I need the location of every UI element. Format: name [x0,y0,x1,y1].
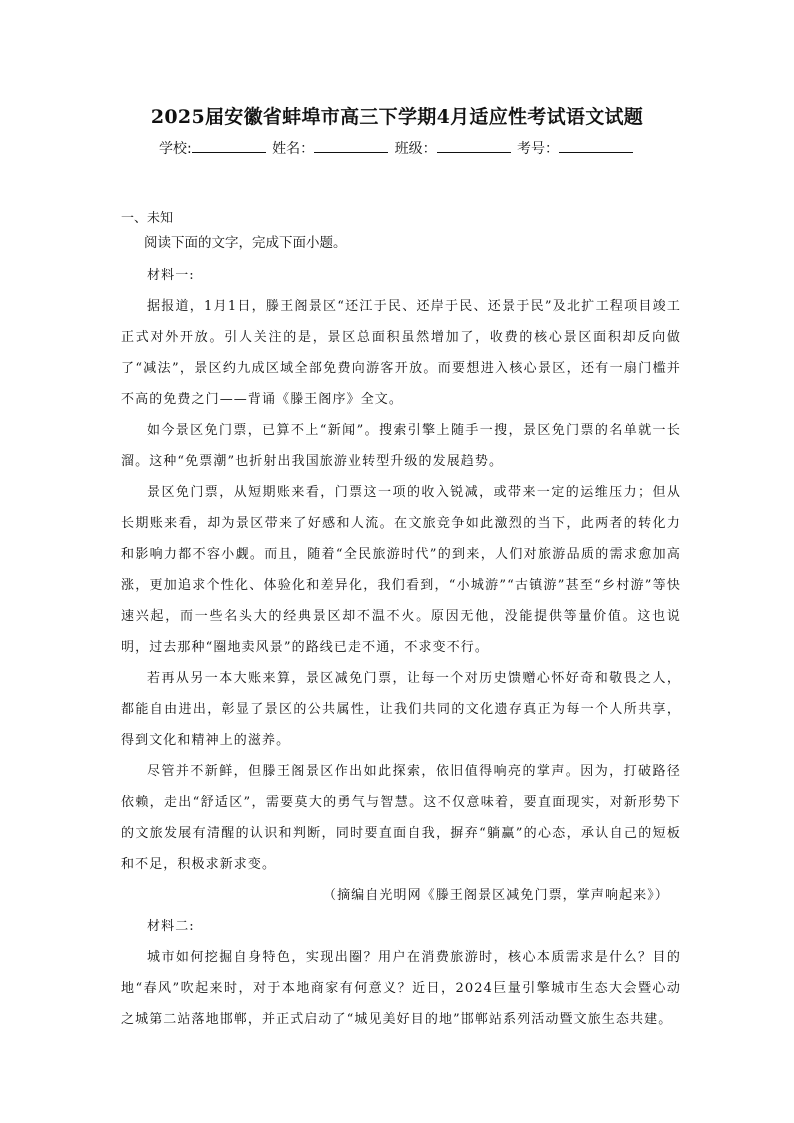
school-blank [192,140,266,153]
passage-paragraph: 若再从另一本大账来算，景区减免门票，让每一个对历史馈赠心怀好奇和敬畏之人，都能自由进出，彰显了景区的公共属性，让我们共同的文化遗存真正为每一个人所共享，得到文化和精神上的滋养。 [121,671,681,748]
passage-paragraph: 景区免门票，从短期账来看，门票这一项的收入锐减，或带来一定的运维压力；但从长期账来看，却为景区带来了好感和人流。在文旅竞争如此激烈的当下，此两者的转化力和影响力都不容小觑。而且，随着“全民旅游时代”的到来，人们对旅游品质的需求愈加高涨，更加追求个性化、体验化和差异化，我们看到，“小城游”“古镇游”甚至“乡村游”等快速兴起，而一些名头大的经典景区却不温不火。原因无他，没能提供等量价值。这也说明，过去那种“圈地卖风景”的路线已走不通，不求变不行。 [121,485,681,655]
name-blank [314,140,388,153]
class-blank [437,140,511,153]
school-label: 学校: [158,141,192,157]
passage-paragraph: 据报道，1月1日，滕王阁景区“还江于民、还岸于民、还景于民”及北扩工程项目竣工正式对外开放。引人关注的是，景区总面积虽然增加了，收费的核心景区面积却反向做了“减法”，景区约九成区域全部免费向游客开放。而要想进入核心景区，还有一扇门槛并不高的免费之门——背诵《滕王阁序》全文。 [121,299,681,407]
passage-paragraph: 尽管并不新鲜，但滕王阁景区作出如此探索，依旧值得响亮的掌声。因为，打破路径依赖，走出“舒适区”，需要莫大的勇气与智慧。这不仅意味着，要直面现实，对新形势下的文旅发展有清醒的认识和判断，同时要直面自我，摒弃“躺赢”的心态，承认自己的短板和不足，积极求新求变。 [121,764,681,872]
material-two-label: 材料二: [147,919,195,934]
student-info-row [0,138,794,158]
passage-paragraph: 城市如何挖掘自身特色，实现出圈？用户在消费旅游时，核心本质需求是什么？目的地“春风”吹起来时，对于本地商家有何意义？近日，2024巨量引擎城市生态大会暨心动之城第二站落地邯郸，并正式启动了“城见美好目的地”邯郸站系列活动暨文旅生态共建。 [121,950,681,1027]
number-label: 考号： [517,141,560,157]
class-label: 班级： [394,141,437,157]
section-heading: 一、未知 [121,211,174,226]
instruction-text: 阅读下面的文字，完成下面小题。 [144,235,347,251]
name-label: 姓名： [272,141,315,157]
document-title: 2025届安徽省蚌埠市高三下学期4月适应性考试语文试题 [150,106,644,128]
passage-paragraph: 如今景区免门票，已算不上“新闻”。搜索引擎上随手一搜，景区免门票的名单就一长溜。这种“免票潮”也折射出我国旅游业转型升级的发展趋势。 [121,423,681,469]
number-blank [559,140,633,153]
reading-passage [121,260,681,1035]
source-citation: （摘编自光明网《滕王阁景区减免门票，掌声响起来》） [322,888,669,903]
material-one-label: 材料一: [147,268,195,283]
